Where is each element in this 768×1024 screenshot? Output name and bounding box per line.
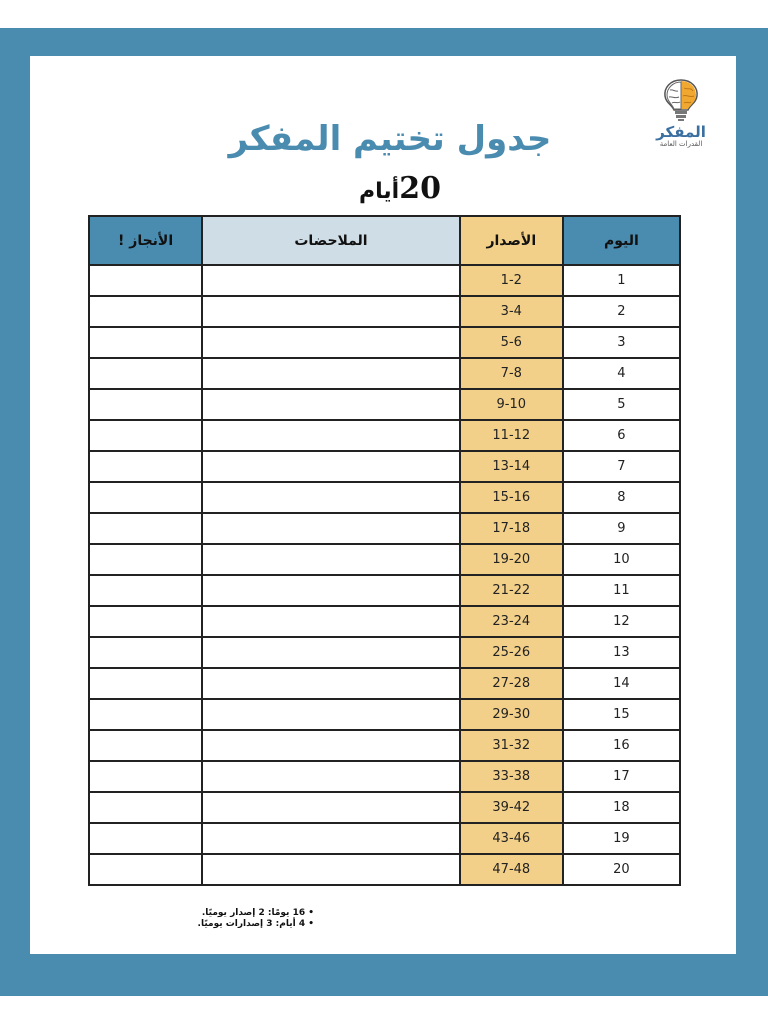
release-cell: 9-10: [460, 389, 563, 420]
header-notes: الملاحضات: [202, 216, 460, 265]
table-row: [89, 327, 680, 358]
notes-cell[interactable]: [202, 792, 460, 823]
release-cell: 39-42: [460, 792, 563, 823]
done-cell[interactable]: [89, 637, 202, 668]
day-cell: 12: [563, 606, 680, 637]
release-cell: 5-6: [460, 327, 563, 358]
notes-cell[interactable]: [202, 606, 460, 637]
day-cell: 10: [563, 544, 680, 575]
done-cell[interactable]: [89, 668, 202, 699]
notes-cell[interactable]: [202, 265, 460, 296]
done-cell[interactable]: [89, 265, 202, 296]
notes-cell[interactable]: [202, 451, 460, 482]
notes-cell[interactable]: [202, 544, 460, 575]
release-cell: 25-26: [460, 637, 563, 668]
notes-cell[interactable]: [202, 296, 460, 327]
day-cell: 11: [563, 575, 680, 606]
days-label: أيام: [359, 179, 400, 204]
done-cell[interactable]: [89, 823, 202, 854]
done-cell[interactable]: [89, 389, 202, 420]
day-cell: 1: [563, 265, 680, 296]
table-row: [89, 823, 680, 854]
table-row: [89, 575, 680, 606]
done-cell[interactable]: [89, 451, 202, 482]
release-cell: 17-18: [460, 513, 563, 544]
notes-cell[interactable]: [202, 699, 460, 730]
logo-tagline: القدرات العامة: [659, 140, 703, 148]
table-row: [89, 761, 680, 792]
table-row: [89, 668, 680, 699]
day-cell: 19: [563, 823, 680, 854]
brain-lightbulb-icon: [658, 76, 704, 122]
day-cell: 18: [563, 792, 680, 823]
release-cell: 43-46: [460, 823, 563, 854]
done-cell[interactable]: [89, 544, 202, 575]
day-cell: 17: [563, 761, 680, 792]
table-row: [89, 854, 680, 885]
table-row: [89, 606, 680, 637]
notes-cell[interactable]: [202, 668, 460, 699]
notes-cell[interactable]: [202, 482, 460, 513]
table-row: [89, 544, 680, 575]
notes-cell[interactable]: [202, 761, 460, 792]
table-row: [89, 296, 680, 327]
table-row: [89, 699, 680, 730]
done-cell[interactable]: [89, 420, 202, 451]
header-day: اليوم: [563, 216, 680, 265]
day-cell: 13: [563, 637, 680, 668]
done-cell[interactable]: [89, 606, 202, 637]
notes-cell[interactable]: [202, 513, 460, 544]
day-cell: 15: [563, 699, 680, 730]
day-cell: 16: [563, 730, 680, 761]
done-cell[interactable]: [89, 854, 202, 885]
table-row: [89, 389, 680, 420]
release-cell: 47-48: [460, 854, 563, 885]
done-cell[interactable]: [89, 699, 202, 730]
done-cell[interactable]: [89, 482, 202, 513]
table-row: [89, 358, 680, 389]
table-header-row: [89, 216, 680, 265]
logo-name: المفكر: [656, 123, 706, 141]
table-row: [89, 420, 680, 451]
done-cell[interactable]: [89, 761, 202, 792]
day-cell: 8: [563, 482, 680, 513]
notes-cell[interactable]: [202, 854, 460, 885]
table-row: [89, 482, 680, 513]
done-cell[interactable]: [89, 575, 202, 606]
day-cell: 9: [563, 513, 680, 544]
notes-cell[interactable]: [202, 575, 460, 606]
release-cell: 31-32: [460, 730, 563, 761]
notes-cell[interactable]: [202, 389, 460, 420]
day-cell: 6: [563, 420, 680, 451]
header-release: الأصدار: [460, 216, 563, 265]
table-row: [89, 730, 680, 761]
table-row: [89, 637, 680, 668]
done-cell[interactable]: [89, 513, 202, 544]
day-cell: 2: [563, 296, 680, 327]
day-cell: 14: [563, 668, 680, 699]
day-cell: 4: [563, 358, 680, 389]
table-body: [89, 265, 680, 885]
document-page: [30, 56, 736, 954]
release-cell: 27-28: [460, 668, 563, 699]
notes-cell[interactable]: [202, 327, 460, 358]
page-title: جدول تختيم المفكر: [228, 119, 552, 159]
notes-cell[interactable]: [202, 358, 460, 389]
day-cell: 20: [563, 854, 680, 885]
footnotes: [54, 908, 314, 930]
brand-logo: [642, 76, 720, 156]
notes-cell[interactable]: [202, 823, 460, 854]
day-cell: 3: [563, 327, 680, 358]
footnote: • 4 أيام: 3 إصدارات يوميًا.: [54, 919, 314, 930]
day-cell: 5: [563, 389, 680, 420]
notes-cell[interactable]: [202, 420, 460, 451]
release-cell: 23-24: [460, 606, 563, 637]
table-row: [89, 792, 680, 823]
page-subtitle: [300, 169, 500, 212]
done-cell[interactable]: [89, 792, 202, 823]
table-row: [89, 513, 680, 544]
table-row: [89, 265, 680, 296]
footnote: • 16 يومًا: 2 إصدار يوميًا.: [54, 908, 314, 919]
release-cell: 33-38: [460, 761, 563, 792]
done-cell[interactable]: [89, 296, 202, 327]
notes-cell[interactable]: [202, 637, 460, 668]
release-cell: 21-22: [460, 575, 563, 606]
done-cell[interactable]: [89, 327, 202, 358]
days-count: 20: [399, 171, 441, 206]
day-cell: 7: [563, 451, 680, 482]
release-cell: 1-2: [460, 265, 563, 296]
notes-cell[interactable]: [202, 730, 460, 761]
schedule-table: [88, 215, 681, 886]
done-cell[interactable]: [89, 358, 202, 389]
release-cell: 15-16: [460, 482, 563, 513]
release-cell: 3-4: [460, 296, 563, 327]
done-cell[interactable]: [89, 730, 202, 761]
release-cell: 19-20: [460, 544, 563, 575]
release-cell: 11-12: [460, 420, 563, 451]
release-cell: 7-8: [460, 358, 563, 389]
release-cell: 29-30: [460, 699, 563, 730]
release-cell: 13-14: [460, 451, 563, 482]
table-row: [89, 451, 680, 482]
header-done: الأنجاز !: [89, 216, 202, 265]
